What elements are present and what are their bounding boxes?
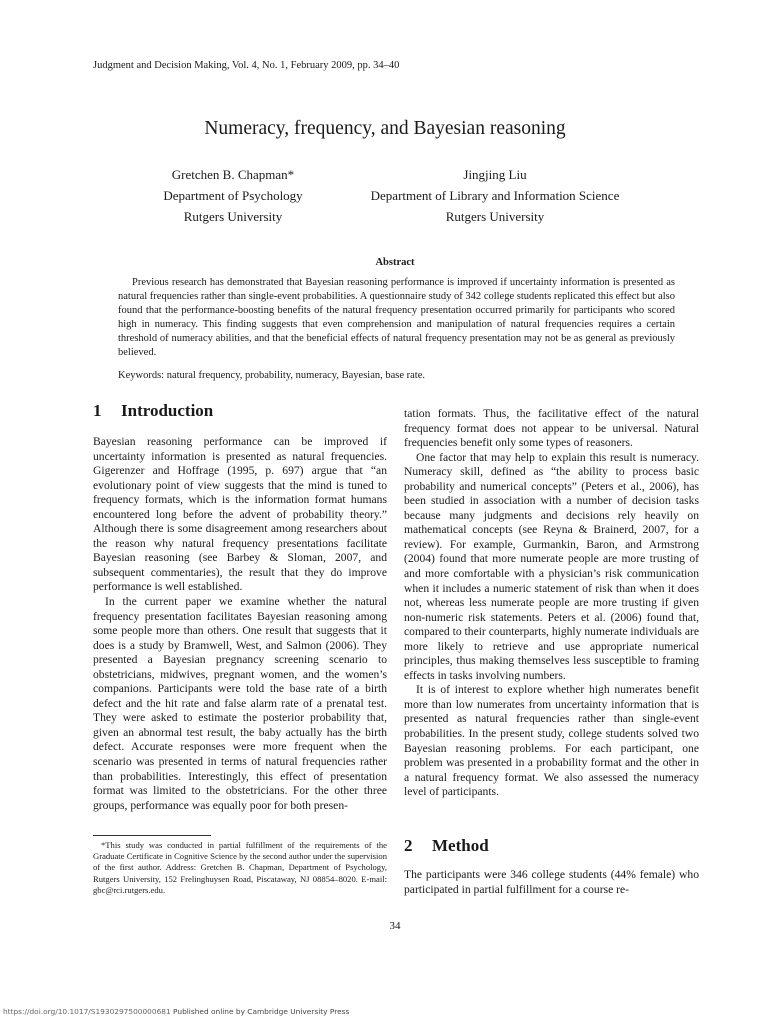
author-university: Rutgers University [445,209,545,224]
paper-title: Numeracy, frequency, and Bayesian reasoning [204,118,566,139]
author-name: Gretchen B. Chapman* [171,167,295,182]
publisher-note: Published online by Cambridge University Press [170,1007,350,1016]
paragraph: tation formats. Thus, the facilitative effect of the natural frequency format does not appear to be universal. Natural frequencies benefit only some types of reasoners. [404,407,699,450]
section-number: 1 [93,401,102,420]
author-department: Department of Psychology [163,188,303,203]
author-department: Department of Library and Information Science [370,188,620,203]
left-column [93,435,387,813]
page-number: 34 [389,920,401,932]
method-text [404,868,699,897]
section-title: Method [432,836,489,855]
footnote: *This study was conducted in partial fulfillment of the requirements of the Graduate Certificate in Cognitive Science by the second author under the supervision of the first author. Address: Gretchen B. Chapman, Department of Psychology, Rutgers University, 152 Frelinghuysen Road, Piscataway, NJ 08854–8020. E-mail: gbc@rci.rutgers.edu. [93,840,387,895]
journal-citation: Judgment and Decision Making, Vol. 4, No. 1, February 2009, pp. 34–40 [93,60,400,71]
keywords: Keywords: natural frequency, probability, numeracy, Bayesian, base rate. [118,370,426,381]
section-heading-method [404,836,489,856]
right-column [404,407,699,800]
paragraph: It is of interest to explore whether high numerates benefit more than low numerates from uncertainty information that is presented as natural frequencies rather than single-event probabilities. In the present study, college students solved two Bayesian reasoning problems. For each participant, one problem was presented in a probability format and the other in a natural frequency format. We also assessed the numeracy level of participants. [404,683,699,799]
paragraph: The participants were 346 college students (44% female) who participated in partial fulfillment for a course re- [404,868,699,896]
section-title: Introduction [121,401,214,420]
footnote-rule [93,835,211,836]
section-heading-introduction [93,401,213,421]
author-name: Jingjing Liu [463,167,527,182]
paragraph: In the current paper we examine whether the natural frequency presentation facilitates Bayesian reasoning among some people more than others. One result that suggests that it does is a study by Bramwell, West, and Salmon (2006). They presented a Bayesian pregnancy screening scenario to obstetricians, midwives, pregnant women, and the women’s companions. Participants were told the base rate of a birth defect and the hit rate and false alarm rate of a prenatal test. They were asked to estimate the posterior probability that, given an abnormal test result, the baby actually has the birth defect. Accurate responses were more frequent when the scenario was presented in terms of natural frequencies rather than probabilities. Interestingly, this effect of presentation format was limited to the obstetricians. For the other three groups, performance was equally poor for both presen- [93,595,387,812]
paragraph: One factor that may help to explain this result is numeracy. Numeracy skill, defined as “the ability to process basic probability and numerical concepts” (Peters et al., 2006), has been studied in association with a number of decision tasks because many judgments and decisions rely heavily on mathematical concepts (see Reyna & Brainerd, 2007, for a review). For example, Gurmankin, Baron, and Armstrong (2004) found that more numerate people are more trusting of and more comfortable with a physician’s risk communication when it includes a numeric statement of risk than when it does not, whereas less numerate people are more trusting if given non-numeric risk statements. Peters et al. (2006) found that, compared to their counterparts, highly numerate individuals are more likely to retrieve and use appropriate numerical principles, thus making themselves less susceptible to framing effects in tasks involving numbers. [404,450,699,682]
doi-footer [3,1007,349,1016]
abstract-text: Previous research has demonstrated that Bayesian reasoning performance is improved if uncertainty information is presented as natural frequencies rather than single-event probabilities. A questionnaire study of 342 college students replicated this effect but also found that the performance-boosting benefits of the natural frequency presentation occurred primarily for participants who scored high in numeracy. This finding suggests that even comprehension and manipulation of natural frequencies requires a certain threshold of numeracy abilities, and that the beneficial effects of natural frequency presentation may not be as general as previously believed. [118,277,675,359]
author-university: Rutgers University [183,209,283,224]
doi-link[interactable]: https://doi.org/10.1017/S1930297500000681 [3,1007,171,1016]
author-block-1 [140,164,326,227]
paragraph: Bayesian reasoning performance can be improved if uncertainty information is presented as natural frequencies. Gigerenzer and Hoffrage (1995, p. 697) argue that “an evolutionary point of view suggests that the mind is tuned to frequency formats, which is the information format humans encountered long before the advent of probability theory.” Although there is some disagreement among researchers about the reason why natural frequency presentations facilitate Bayesian reasoning (see Barbey & Sloman, 2007, and subsequent commentaries), the result that they do improve performance is well established. [93,435,387,594]
abstract-heading: Abstract [375,257,415,268]
author-block-2 [340,164,650,227]
section-number: 2 [404,836,413,855]
